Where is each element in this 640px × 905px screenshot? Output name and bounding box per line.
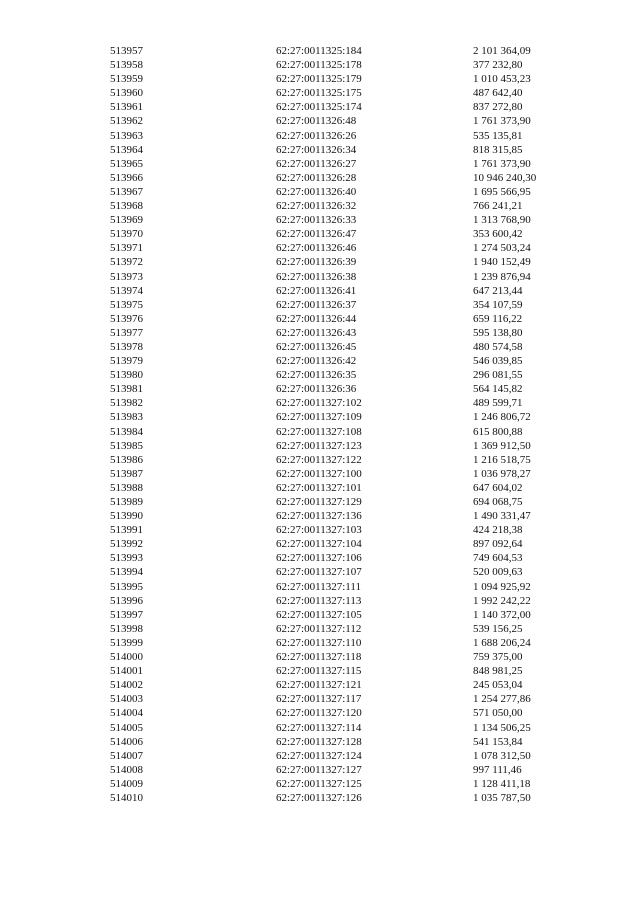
table-row <box>110 495 580 509</box>
cadastral-value-cell: 564 145,82 <box>473 383 523 396</box>
row-number-cell: 514006 <box>110 735 143 748</box>
row-number-cell: 513963 <box>110 129 143 142</box>
table-row <box>110 340 580 354</box>
cadastral-number-cell: 62:27:0011326:37 <box>276 298 357 311</box>
cadastral-value-cell: 659 116,22 <box>473 312 523 325</box>
cadastral-value-cell: 541 153,84 <box>473 735 523 748</box>
row-number-cell: 513980 <box>110 369 143 382</box>
row-number-cell: 513997 <box>110 608 143 621</box>
cadastral-number-cell: 62:27:0011327:120 <box>276 707 362 720</box>
table-row <box>110 509 580 523</box>
row-number-cell: 513972 <box>110 256 143 269</box>
cadastral-value-cell: 535 135,81 <box>473 129 523 142</box>
row-number-cell: 513974 <box>110 284 143 297</box>
table-row <box>110 664 580 678</box>
table-row <box>110 354 580 368</box>
cadastral-value-cell: 1 134 506,25 <box>473 721 531 734</box>
cadastral-value-cell: 897 092,64 <box>473 538 523 551</box>
table-row <box>110 650 580 664</box>
cadastral-value-cell: 1 010 453,23 <box>473 73 531 86</box>
row-number-cell: 513983 <box>110 411 143 424</box>
table-row <box>110 425 580 439</box>
cadastral-number-cell: 62:27:0011327:114 <box>276 721 362 734</box>
table-row <box>110 241 580 255</box>
row-number-cell: 513975 <box>110 298 143 311</box>
table-row <box>110 622 580 636</box>
row-number-cell: 513976 <box>110 312 143 325</box>
cadastral-number-cell: 62:27:0011325:174 <box>276 101 362 114</box>
table-row <box>110 100 580 114</box>
cadastral-value-cell: 1 688 206,24 <box>473 636 531 649</box>
cadastral-number-cell: 62:27:0011326:38 <box>276 270 357 283</box>
cadastral-value-cell: 546 039,85 <box>473 355 523 368</box>
cadastral-value-cell: 759 375,00 <box>473 651 523 664</box>
cadastral-number-cell: 62:27:0011326:40 <box>276 185 357 198</box>
row-number-cell: 513966 <box>110 171 143 184</box>
row-number-cell: 513981 <box>110 383 143 396</box>
cadastral-number-cell: 62:27:0011327:106 <box>276 552 362 565</box>
cadastral-value-cell: 1 094 925,92 <box>473 580 531 593</box>
table-row <box>110 721 580 735</box>
cadastral-number-cell: 62:27:0011327:128 <box>276 735 362 748</box>
cadastral-number-cell: 62:27:0011326:45 <box>276 340 357 353</box>
table-row <box>110 312 580 326</box>
cadastral-value-cell: 1 274 503,24 <box>473 242 531 255</box>
cadastral-number-cell: 62:27:0011325:184 <box>276 45 362 57</box>
row-number-cell: 513984 <box>110 425 143 438</box>
row-number-cell: 513964 <box>110 143 143 156</box>
cadastral-value-cell: 837 272,80 <box>473 101 523 114</box>
cadastral-value-cell: 615 800,88 <box>473 425 523 438</box>
cadastral-value-cell: 997 111,46 <box>473 763 522 776</box>
row-number-cell: 513959 <box>110 73 143 86</box>
cadastral-number-cell: 62:27:0011327:109 <box>276 411 362 424</box>
row-number-cell: 513986 <box>110 453 143 466</box>
table-row <box>110 439 580 453</box>
cadastral-number-cell: 62:27:0011326:34 <box>276 143 357 156</box>
cadastral-value-cell: 766 241,21 <box>473 200 523 213</box>
table-row <box>110 763 580 777</box>
cadastral-value-cell: 818 315,85 <box>473 143 523 156</box>
row-number-cell: 513987 <box>110 467 143 480</box>
cadastral-value-cell: 647 604,02 <box>473 481 523 494</box>
cadastral-number-cell: 62:27:0011326:28 <box>276 171 357 184</box>
cadastral-value-cell: 480 574,58 <box>473 340 523 353</box>
cadastral-number-cell: 62:27:0011327:111 <box>276 580 361 593</box>
table-row <box>110 551 580 565</box>
table-row <box>110 157 580 171</box>
cadastral-number-cell: 62:27:0011327:104 <box>276 538 362 551</box>
table-row <box>110 213 580 227</box>
row-number-cell: 513967 <box>110 185 143 198</box>
cadastral-number-cell: 62:27:0011327:127 <box>276 763 362 776</box>
cadastral-value-cell: 1 761 373,90 <box>473 115 531 128</box>
row-number-cell: 513991 <box>110 524 143 537</box>
table-row <box>110 72 580 86</box>
row-number-cell: 513990 <box>110 510 143 523</box>
table-row <box>110 692 580 706</box>
table-row <box>110 284 580 298</box>
cadastral-number-cell: 62:27:0011327:117 <box>276 693 362 706</box>
cadastral-number-cell: 62:27:0011326:32 <box>276 200 357 213</box>
cadastral-number-cell: 62:27:0011327:125 <box>276 777 362 790</box>
row-number-cell: 513957 <box>110 45 143 57</box>
table-row <box>110 523 580 537</box>
table-row <box>110 453 580 467</box>
table-row <box>110 255 580 269</box>
cadastral-number-cell: 62:27:0011327:113 <box>276 594 362 607</box>
table-row <box>110 791 580 805</box>
cadastral-number-cell: 62:27:0011325:175 <box>276 87 362 100</box>
table-row <box>110 129 580 143</box>
table-row <box>110 185 580 199</box>
cadastral-value-cell: 10 946 240,30 <box>473 171 537 184</box>
table-row <box>110 467 580 481</box>
row-number-cell: 513968 <box>110 200 143 213</box>
cadastral-value-cell: 647 213,44 <box>473 284 523 297</box>
row-number-cell: 514009 <box>110 777 143 790</box>
table-row <box>110 227 580 241</box>
table-row <box>110 86 580 100</box>
cadastral-number-cell: 62:27:0011326:44 <box>276 312 357 325</box>
cadastral-value-cell: 1 239 876,94 <box>473 270 531 283</box>
table-row <box>110 706 580 720</box>
row-number-cell: 513962 <box>110 115 143 128</box>
cadastral-number-cell: 62:27:0011327:123 <box>276 439 362 452</box>
table-row <box>110 735 580 749</box>
cadastral-number-cell: 62:27:0011326:36 <box>276 383 357 396</box>
row-number-cell: 513993 <box>110 552 143 565</box>
row-number-cell: 513971 <box>110 242 143 255</box>
cadastral-value-cell: 595 138,80 <box>473 326 523 339</box>
row-number-cell: 513982 <box>110 397 143 410</box>
cadastral-number-cell: 62:27:0011327:103 <box>276 524 362 537</box>
cadastral-number-cell: 62:27:0011326:43 <box>276 326 357 339</box>
table-row <box>110 368 580 382</box>
cadastral-number-cell: 62:27:0011327:105 <box>276 608 362 621</box>
row-number-cell: 513989 <box>110 496 143 508</box>
table-row <box>110 565 580 579</box>
cadastral-number-cell: 62:27:0011327:110 <box>276 636 362 649</box>
row-number-cell: 513985 <box>110 439 143 452</box>
cadastral-value-cell: 1 254 277,86 <box>473 693 531 706</box>
cadastral-value-cell: 571 050,00 <box>473 707 523 720</box>
cadastral-number-cell: 62:27:0011325:178 <box>276 59 362 72</box>
row-number-cell: 513973 <box>110 270 143 283</box>
cadastral-value-cell: 1 761 373,90 <box>473 157 531 170</box>
row-number-cell: 514001 <box>110 665 143 678</box>
row-number-cell: 514010 <box>110 791 143 804</box>
table-row <box>110 636 580 650</box>
cadastral-number-cell: 62:27:0011327:121 <box>276 679 362 692</box>
cadastral-value-cell: 1 246 806,72 <box>473 411 531 424</box>
cadastral-number-cell: 62:27:0011327:108 <box>276 425 362 438</box>
table-row <box>110 199 580 213</box>
row-number-cell: 513995 <box>110 580 143 593</box>
cadastral-value-cell: 848 981,25 <box>473 665 523 678</box>
cadastral-value-cell: 1 490 331,47 <box>473 510 531 523</box>
table-row <box>110 580 580 594</box>
cadastral-value-cell: 1 128 411,18 <box>473 777 531 790</box>
cadastral-value-cell: 1 369 912,50 <box>473 439 531 452</box>
table-row <box>110 594 580 608</box>
cadastral-value-table <box>110 44 580 805</box>
table-row <box>110 326 580 340</box>
row-number-cell: 514008 <box>110 763 143 776</box>
table-row <box>110 114 580 128</box>
cadastral-value-cell: 1 992 242,22 <box>473 594 531 607</box>
row-number-cell: 513998 <box>110 622 143 635</box>
row-number-cell: 514000 <box>110 651 143 664</box>
cadastral-number-cell: 62:27:0011327:118 <box>276 651 362 664</box>
cadastral-value-cell: 245 053,04 <box>473 679 523 692</box>
row-number-cell: 513999 <box>110 636 143 649</box>
table-row <box>110 481 580 495</box>
row-number-cell: 513979 <box>110 355 143 368</box>
cadastral-value-cell: 1 695 566,95 <box>473 185 531 198</box>
row-number-cell: 514005 <box>110 721 143 734</box>
cadastral-value-cell: 1 035 787,50 <box>473 791 531 804</box>
cadastral-value-cell: 1 078 312,50 <box>473 749 531 762</box>
table-row <box>110 777 580 791</box>
cadastral-number-cell: 62:27:0011327:124 <box>276 749 362 762</box>
cadastral-value-cell: 1 940 152,49 <box>473 256 531 269</box>
row-number-cell: 513977 <box>110 326 143 339</box>
cadastral-number-cell: 62:27:0011326:41 <box>276 284 357 297</box>
row-number-cell: 513978 <box>110 340 143 353</box>
cadastral-number-cell: 62:27:0011327:136 <box>276 510 362 523</box>
row-number-cell: 513992 <box>110 538 143 551</box>
table-row <box>110 171 580 185</box>
row-number-cell: 513969 <box>110 214 143 227</box>
cadastral-number-cell: 62:27:0011327:122 <box>276 453 362 466</box>
row-number-cell: 514007 <box>110 749 143 762</box>
table-row <box>110 270 580 284</box>
cadastral-number-cell: 62:27:0011326:27 <box>276 157 357 170</box>
cadastral-value-cell: 487 642,40 <box>473 87 523 100</box>
cadastral-value-cell: 377 232,80 <box>473 59 523 72</box>
row-number-cell: 513958 <box>110 59 143 72</box>
table-row <box>110 298 580 312</box>
cadastral-number-cell: 62:27:0011326:39 <box>276 256 357 269</box>
cadastral-number-cell: 62:27:0011326:26 <box>276 129 357 142</box>
cadastral-value-cell: 424 218,38 <box>473 524 523 537</box>
table-row <box>110 608 580 622</box>
cadastral-value-cell: 1 216 518,75 <box>473 453 531 466</box>
cadastral-number-cell: 62:27:0011326:33 <box>276 214 357 227</box>
cadastral-number-cell: 62:27:0011327:102 <box>276 397 362 410</box>
cadastral-value-cell: 1 140 372,00 <box>473 608 531 621</box>
cadastral-number-cell: 62:27:0011327:115 <box>276 665 362 678</box>
cadastral-number-cell: 62:27:0011326:47 <box>276 228 357 241</box>
cadastral-number-cell: 62:27:0011326:48 <box>276 115 357 128</box>
table-row <box>110 396 580 410</box>
row-number-cell: 514002 <box>110 679 143 692</box>
cadastral-number-cell: 62:27:0011327:112 <box>276 622 362 635</box>
row-number-cell: 513970 <box>110 228 143 241</box>
cadastral-number-cell: 62:27:0011327:100 <box>276 467 362 480</box>
cadastral-value-cell: 2 101 364,09 <box>473 45 531 57</box>
row-number-cell: 513965 <box>110 157 143 170</box>
row-number-cell: 514004 <box>110 707 143 720</box>
cadastral-value-cell: 520 009,63 <box>473 566 523 579</box>
cadastral-value-cell: 539 156,25 <box>473 622 523 635</box>
cadastral-value-cell: 694 068,75 <box>473 496 523 508</box>
cadastral-value-cell: 354 107,59 <box>473 298 523 311</box>
row-number-cell: 513988 <box>110 481 143 494</box>
table-row <box>110 58 580 72</box>
cadastral-number-cell: 62:27:0011327:129 <box>276 496 362 508</box>
row-number-cell: 513996 <box>110 594 143 607</box>
cadastral-value-cell: 353 600,42 <box>473 228 523 241</box>
table-row <box>110 44 580 58</box>
table-row <box>110 537 580 551</box>
table-row <box>110 749 580 763</box>
table-row <box>110 678 580 692</box>
table-row <box>110 410 580 424</box>
row-number-cell: 513961 <box>110 101 143 114</box>
row-number-cell: 514003 <box>110 693 143 706</box>
cadastral-value-cell: 296 081,55 <box>473 369 523 382</box>
cadastral-number-cell: 62:27:0011326:42 <box>276 355 357 368</box>
cadastral-value-cell: 1 036 978,27 <box>473 467 531 480</box>
cadastral-number-cell: 62:27:0011326:46 <box>276 242 357 255</box>
cadastral-number-cell: 62:27:0011327:107 <box>276 566 362 579</box>
cadastral-number-cell: 62:27:0011326:35 <box>276 369 357 382</box>
table-row <box>110 382 580 396</box>
cadastral-number-cell: 62:27:0011327:101 <box>276 481 362 494</box>
table-row <box>110 143 580 157</box>
cadastral-value-cell: 1 313 768,90 <box>473 214 531 227</box>
cadastral-number-cell: 62:27:0011327:126 <box>276 791 362 804</box>
cadastral-value-cell: 489 599,71 <box>473 397 523 410</box>
cadastral-value-cell: 749 604,53 <box>473 552 523 565</box>
row-number-cell: 513994 <box>110 566 143 579</box>
row-number-cell: 513960 <box>110 87 143 100</box>
table-body <box>110 44 580 805</box>
cadastral-number-cell: 62:27:0011325:179 <box>276 73 362 86</box>
